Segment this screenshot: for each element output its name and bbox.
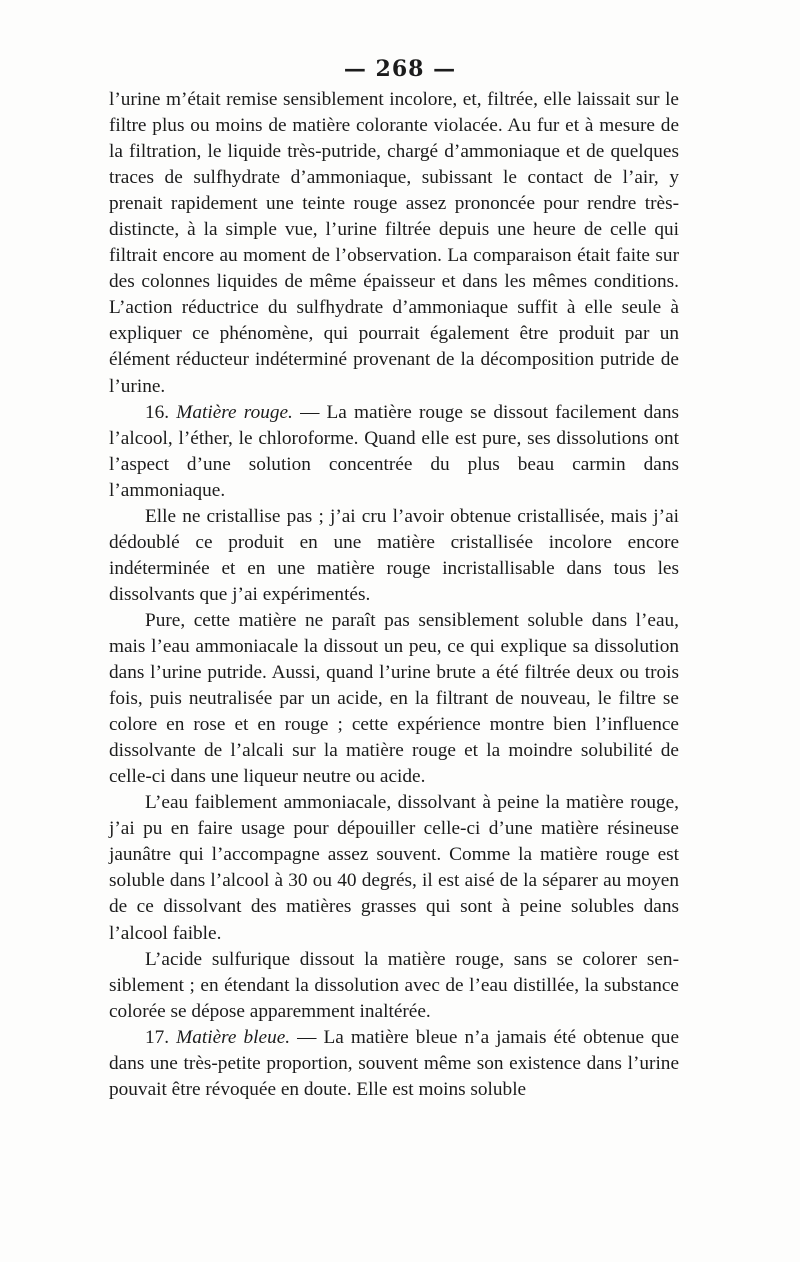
paragraph	[109, 947, 679, 1025]
paragraph-text: L’acide sulfurique dissout la matière rouge, sans se colorer sensiblement ; en étendant la dissolution avec de l’eau distillée, la substance colorée se dépose apparemment inaltérée.	[109, 948, 679, 1022]
paragraph	[109, 608, 679, 790]
paragraph	[109, 504, 679, 608]
paragraph-text: l’urine m’était remise sensiblement incolore, et, filtrée, elle laissait sur le filtre plus ou moins de matière colorante violacée. Au fur et à mesure de la filtration, le liquide très-putride, chargé d’ammoniaque et de quelques traces de sulfhydrate d’ammoniaque, subissant le contact de l’air, y prenait rapidement une teinte rouge assez prononcée pour rendre très-distincte, à la simple vue, l’urine filtrée depuis une heure de celle qui filtrait encore au moment de l’observation. La comparaison était faite sur des colonnes liquides de même épaisseur et dans les mêmes conditions. L’action réductrice du sulfhydrate d’ammoniaque suffit à elle seule à expliquer ce phénomène, qui pourrait également être produit par un élément réducteur indéterminé provenant de la décomposition putride de l’urine.	[109, 89, 679, 397]
section-number: 16.	[145, 401, 170, 423]
paragraph-text: Pure, cette matière ne paraît pas sensiblement soluble dans l’eau, mais l’eau ammoniacale la dissout un peu, ce qui explique sa dissolution dans l’urine putride. Aussi, quand l’urine brute a été filtrée deux ou trois fois, puis neutralisée par un acide, en la filtrant de nouveau, le filtre se colore en rose et en rouge ; cette expérience montre bien l’influence dissolvante de l’alcali sur la matière rouge et la moindre solubilité de celle-ci dans une liqueur neutre ou acide.	[109, 609, 679, 788]
page-number: — 268 —	[343, 56, 457, 82]
paragraph-continuation	[109, 87, 679, 400]
section-title: Matière rouge.	[176, 401, 293, 423]
paragraph-section-17	[109, 1025, 679, 1103]
paragraph	[109, 790, 679, 946]
paragraph-section-16	[109, 400, 679, 504]
body-text	[109, 87, 679, 1103]
section-title: Matière bleue.	[176, 1026, 291, 1048]
paragraph-text: — La matière bleue n’a jamais été obtenue que dans une très-petite proportion, souvent même son existence dans l’urine pouvait être révoquée en doute. Elle est moins soluble	[109, 1026, 679, 1100]
paragraph-text: — La matière rouge se dissout facilement dans l’alcool, l’éther, le chloroforme. Quand elle est pure, ses dissolutions ont l’aspect d’une solution concentrée du plus beau carmin dans l’ammoniaque.	[109, 401, 680, 501]
paragraph-text: Elle ne cristallise pas ; j’ai cru l’avoir obtenue cristallisée, mais j’ai dédoublé ce produit en une matière cristallisée incolore encore indéterminée et en une matière rouge incristallisable dans tous les dissolvants que j’ai expérimentés.	[109, 505, 679, 605]
section-number: 17.	[145, 1026, 170, 1048]
paragraph-text: L’eau faiblement ammoniacale, dissolvant à peine la matière rouge, j’ai pu en faire usage pour dépouiller celle-ci d’une matière résineuse jaunâtre qui l’accompagne assez souvent. Comme la matière rouge est soluble dans l’alcool à 30 ou 40 degrés, il est aisé de la séparer au moyen de ce dissolvant des matières grasses qui sont à peine solubles dans l’alcool faible.	[109, 792, 679, 944]
